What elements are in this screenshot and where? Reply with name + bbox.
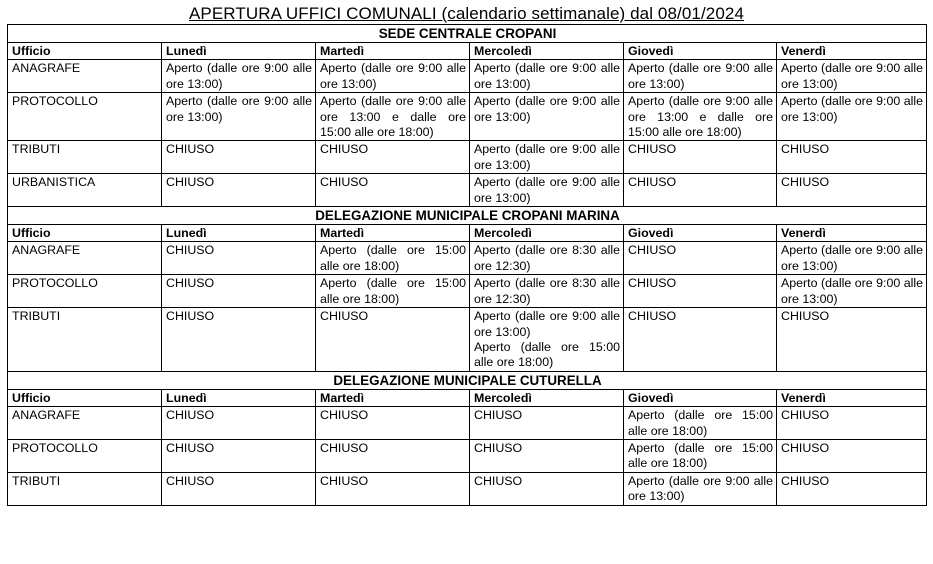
schedule-cell	[316, 407, 470, 440]
schedule-cell	[470, 60, 624, 93]
office-name: PROTOCOLLO	[8, 439, 162, 472]
table-row	[8, 275, 927, 308]
table-row	[8, 141, 927, 174]
schedule-text: CHIUSO	[628, 142, 677, 157]
schedule-text: Aperto (dalle ore 9:00 alle ore 13:00)	[474, 142, 620, 172]
schedule-cell	[470, 242, 624, 275]
schedule-text: CHIUSO	[320, 473, 369, 488]
schedule-text: Aperto (dalle ore 9:00 alle ore 13:00)	[320, 61, 466, 91]
column-header: Ufficio	[8, 43, 162, 60]
schedule-cell	[162, 93, 316, 141]
schedule-text: Aperto (dalle ore 9:00 alle ore 13:00 e dalle ore 15:00 alle ore 18:00)	[628, 94, 773, 140]
schedule-cell	[624, 472, 777, 505]
schedule-cell	[777, 308, 927, 372]
schedule-text: Aperto (dalle ore 9:00 alle ore 13:00)	[166, 94, 312, 124]
schedule-cell	[624, 174, 777, 207]
schedule-text: CHIUSO	[474, 408, 523, 423]
schedule-text: Aperto (dalle ore 8:30 alle ore 12:30)	[474, 276, 620, 306]
table-row	[8, 60, 927, 93]
schedule-text: Aperto (dalle ore 15:00 alle ore 18:00)	[628, 440, 773, 471]
schedule-cell	[470, 439, 624, 472]
schedule-cell	[470, 275, 624, 308]
schedule-cell	[162, 407, 316, 440]
schedule-cell	[624, 141, 777, 174]
schedule-text: Aperto (dalle ore 9:00 alle ore 13:00)	[781, 61, 924, 91]
schedule-text: Aperto (dalle ore 9:00 alle ore 13:00)	[474, 309, 620, 339]
schedule-cell	[777, 439, 927, 472]
schedule-cell	[777, 174, 927, 207]
table-row	[8, 407, 927, 440]
schedule-text: CHIUSO	[781, 440, 830, 455]
column-header: Giovedì	[624, 43, 777, 60]
schedule-text: Aperto (dalle ore 9:00 alle ore 13:00)	[781, 94, 924, 124]
schedule-text: CHIUSO	[166, 408, 215, 423]
schedule-text: CHIUSO	[628, 309, 677, 324]
schedule-cell	[624, 242, 777, 275]
schedule-text: CHIUSO	[474, 440, 523, 455]
schedule-cell	[316, 93, 470, 141]
schedule-text: CHIUSO	[781, 473, 830, 488]
schedule-cell	[470, 308, 624, 372]
schedule-cell	[162, 242, 316, 275]
section-header-row	[8, 207, 927, 225]
section-title: DELEGAZIONE MUNICIPALE CUTURELLA	[8, 371, 927, 389]
section-header-row	[8, 371, 927, 389]
schedule-cell	[470, 174, 624, 207]
schedule-text: Aperto (dalle ore 9:00 alle ore 13:00)	[474, 61, 620, 91]
schedule-text: Aperto (dalle ore 9:00 alle ore 13:00)	[166, 61, 312, 91]
schedule-cell	[624, 439, 777, 472]
schedule-text: Aperto (dalle ore 15:00 alle ore 18:00)	[628, 408, 773, 438]
schedule-cell	[624, 308, 777, 372]
column-header: Lunedì	[162, 225, 316, 242]
section-header-row	[8, 25, 927, 43]
section-title: DELEGAZIONE MUNICIPALE CROPANI MARINA	[8, 207, 927, 225]
schedule-cell	[316, 439, 470, 472]
schedule-text: Aperto (dalle ore 9:00 alle ore 13:00)	[781, 276, 924, 306]
schedule-cell	[162, 174, 316, 207]
schedule-cell	[777, 472, 927, 505]
schedule-cell	[316, 472, 470, 505]
column-header: Venerdì	[777, 43, 927, 60]
schedule-cell	[162, 141, 316, 174]
schedule-text: CHIUSO	[166, 243, 215, 258]
schedule-cell	[316, 242, 470, 275]
schedule-cell	[470, 407, 624, 440]
schedule-cell	[777, 242, 927, 275]
column-header: Ufficio	[8, 389, 162, 406]
column-header: Giovedì	[624, 389, 777, 406]
office-name: URBANISTICA	[8, 174, 162, 207]
schedule-cell	[316, 60, 470, 93]
column-header-row	[8, 389, 927, 406]
schedule-cell	[624, 275, 777, 308]
column-header: Lunedì	[162, 389, 316, 406]
schedule-text: CHIUSO	[166, 440, 215, 455]
document-title: APERTURA UFFICI COMUNALI (calendario settimanale) dal 08/01/2024	[188, 4, 745, 23]
table-row	[8, 308, 927, 372]
table-row	[8, 93, 927, 141]
office-name: PROTOCOLLO	[8, 275, 162, 308]
schedule-cell	[777, 60, 927, 93]
schedule-text: CHIUSO	[628, 243, 677, 258]
column-header: Ufficio	[8, 225, 162, 242]
schedule-text: CHIUSO	[166, 473, 215, 488]
office-name: TRIBUTI	[8, 308, 162, 372]
table-row	[8, 439, 927, 472]
schedule-text: Aperto (dalle ore 9:00 alle ore 13:00)	[474, 175, 620, 205]
schedule-table	[7, 24, 927, 506]
schedule-cell	[624, 93, 777, 141]
schedule-text: Aperto (dalle ore 8:30 alle ore 12:30)	[474, 243, 620, 273]
schedule-cell	[624, 60, 777, 93]
schedule-cell	[316, 275, 470, 308]
schedule-text: CHIUSO	[781, 408, 830, 423]
office-name: TRIBUTI	[8, 472, 162, 505]
schedule-text: Aperto (dalle ore 15:00 alle ore 18:00)	[474, 339, 620, 370]
schedule-cell	[162, 308, 316, 372]
schedule-text: CHIUSO	[166, 309, 215, 324]
column-header-row	[8, 225, 927, 242]
schedule-cell	[316, 141, 470, 174]
schedule-text: CHIUSO	[781, 309, 830, 324]
column-header: Martedì	[316, 43, 470, 60]
column-header: Martedì	[316, 225, 470, 242]
column-header-row	[8, 43, 927, 60]
schedule-cell	[624, 407, 777, 440]
column-header: Venerdì	[777, 389, 927, 406]
office-name: TRIBUTI	[8, 141, 162, 174]
schedule-cell	[777, 141, 927, 174]
schedule-text: Aperto (dalle ore 9:00 alle ore 13:00)	[781, 243, 924, 273]
schedule-cell	[162, 275, 316, 308]
schedule-text: CHIUSO	[320, 440, 369, 455]
table-row	[8, 242, 927, 275]
column-header: Giovedì	[624, 225, 777, 242]
column-header: Mercoledì	[470, 225, 624, 242]
schedule-text: CHIUSO	[166, 276, 215, 291]
office-name: ANAGRAFE	[8, 407, 162, 440]
schedule-cell	[470, 472, 624, 505]
schedule-text: Aperto (dalle ore 9:00 alle ore 13:00)	[628, 473, 773, 504]
schedule-text: CHIUSO	[166, 142, 215, 157]
schedule-text: CHIUSO	[781, 142, 830, 157]
schedule-cell	[162, 60, 316, 93]
schedule-cell	[470, 93, 624, 141]
schedule-text: Aperto (dalle ore 9:00 alle ore 13:00)	[474, 94, 620, 124]
schedule-text: CHIUSO	[320, 175, 369, 190]
section-title: SEDE CENTRALE CROPANI	[8, 25, 927, 43]
schedule-cell	[316, 308, 470, 372]
schedule-text: CHIUSO	[166, 175, 215, 190]
schedule-text: Aperto (dalle ore 9:00 alle ore 13:00 e dalle ore 15:00 alle ore 18:00)	[320, 94, 466, 140]
office-name: ANAGRAFE	[8, 60, 162, 93]
schedule-text: Aperto (dalle ore 15:00 alle ore 18:00)	[320, 276, 466, 306]
schedule-cell	[777, 275, 927, 308]
schedule-cell	[162, 439, 316, 472]
column-header: Lunedì	[162, 43, 316, 60]
schedule-cell	[316, 174, 470, 207]
column-header: Mercoledì	[470, 43, 624, 60]
schedule-cell	[777, 93, 927, 141]
schedule-text: CHIUSO	[628, 175, 677, 190]
column-header: Mercoledì	[470, 389, 624, 406]
schedule-text: CHIUSO	[320, 142, 369, 157]
schedule-table-body	[8, 25, 927, 506]
office-name: ANAGRAFE	[8, 242, 162, 275]
column-header: Venerdì	[777, 225, 927, 242]
schedule-text: CHIUSO	[320, 408, 369, 423]
table-row	[8, 174, 927, 207]
schedule-cell	[470, 141, 624, 174]
schedule-text: CHIUSO	[781, 175, 830, 190]
office-name: PROTOCOLLO	[8, 93, 162, 141]
schedule-cell	[777, 407, 927, 440]
schedule-text: CHIUSO	[474, 473, 523, 488]
schedule-text: CHIUSO	[320, 309, 369, 324]
schedule-cell	[162, 472, 316, 505]
schedule-text: Aperto (dalle ore 9:00 alle ore 13:00)	[628, 61, 773, 91]
column-header: Martedì	[316, 389, 470, 406]
schedule-text: CHIUSO	[628, 276, 677, 291]
schedule-text: Aperto (dalle ore 15:00 alle ore 18:00)	[320, 243, 466, 273]
table-row	[8, 472, 927, 505]
